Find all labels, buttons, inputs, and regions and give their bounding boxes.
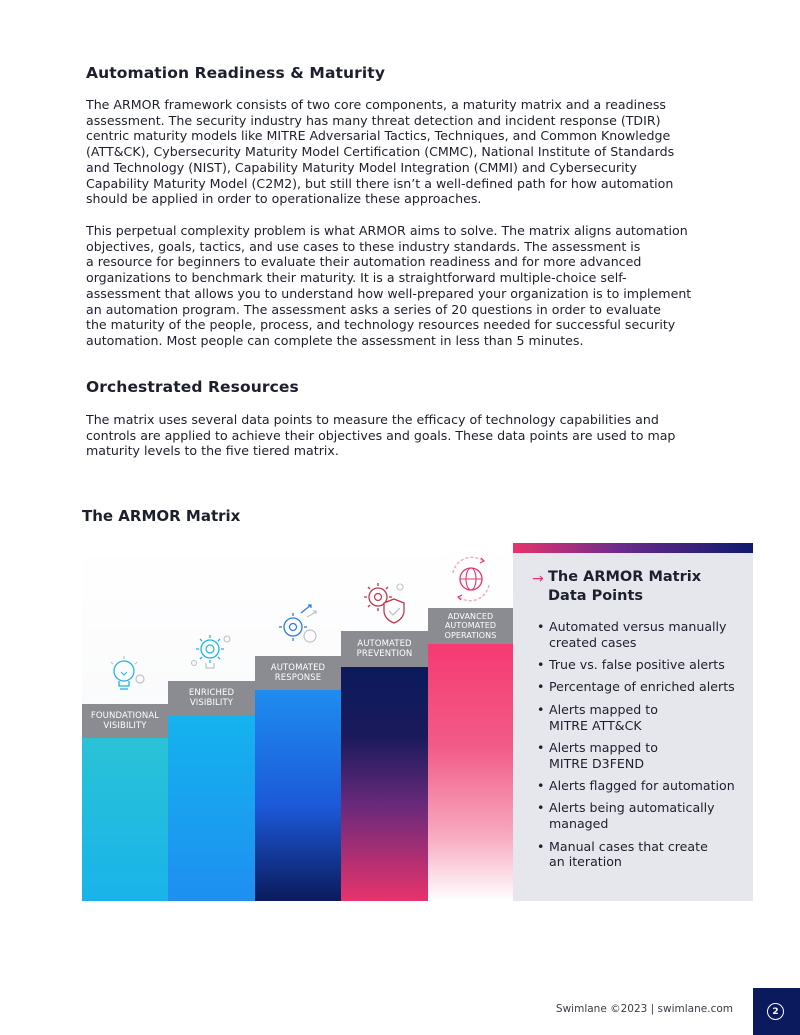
list-item	[513, 800, 753, 831]
tier-bar-automated-prevention	[341, 666, 428, 901]
tier-label-line: OPERATIONS	[444, 630, 497, 640]
tier-label-foundational	[82, 704, 168, 738]
list-item	[513, 778, 753, 794]
list-item-line: • Alerts flagged for automation	[549, 778, 735, 794]
list-item-line: managed	[549, 816, 609, 832]
heading-orchestrated-resources: Orchestrated Resources	[86, 378, 299, 396]
list-item-line: • Manual cases that create	[549, 838, 708, 854]
text-line: This perpetual complexity problem is what ARMOR aims to solve. The matrix aligns automation	[86, 223, 688, 238]
tier-label-line: RESPONSE	[274, 673, 322, 683]
text-line: a resource for beginners to evaluate their automation readiness and for more advanced	[86, 254, 642, 270]
arrow-right-icon: →	[532, 571, 544, 587]
paragraph-data-points	[86, 412, 686, 459]
text-line: and Technology (NIST), Capability Maturity Model Integration (CMMI) and Cybersecurity	[86, 159, 638, 175]
panel-title	[548, 568, 701, 606]
paragraph-complexity-problem	[86, 223, 692, 349]
tier-label-line: AUTOMATED	[444, 621, 497, 631]
tier-label-automated-response	[255, 656, 341, 690]
panel-gradient-bar	[513, 543, 753, 553]
text-line: The matrix uses several data points to measure the efficacy of technology capabilities and	[86, 412, 659, 427]
text-line: controls are applied to achieve their objectives and goals. These data points are used to map	[86, 427, 676, 443]
list-item	[513, 619, 753, 650]
page-number-box	[753, 988, 800, 1035]
list-item-line: MITRE ATT&CK	[549, 717, 642, 733]
panel-title-line: The ARMOR Matrix	[548, 569, 702, 585]
list-item-line: • Alerts being automatically	[549, 800, 715, 816]
tier-label-automated-prevention	[341, 631, 428, 667]
list-item	[513, 702, 753, 733]
tier-bar-automated-response	[255, 690, 341, 901]
list-item	[513, 740, 753, 771]
text-line: The ARMOR framework consists of two core components, a maturity matrix and a readiness	[86, 97, 666, 112]
lightbulb-icon	[106, 654, 150, 698]
footer-copyright: Swimlane ©2023 | swimlane.com	[555, 1003, 733, 1015]
text-line: automation. Most people can complete the assessment in less than 5 minutes.	[86, 332, 584, 348]
gear-shield-icon	[362, 579, 410, 627]
data-points-panel	[513, 543, 753, 901]
page-number: 2	[767, 1003, 784, 1020]
list-item-line: created cases	[549, 634, 637, 650]
tier-label-line: PREVENTION	[356, 649, 413, 659]
list-item-line: MITRE D3FEND	[549, 755, 645, 771]
globe-cycle-icon	[445, 553, 497, 605]
list-item-line: • True vs. false positive alerts	[549, 657, 725, 673]
gear-bulb-icon	[188, 629, 234, 675]
heading-automation-readiness: Automation Readiness & Maturity	[86, 64, 386, 82]
text-line: assessment. The security industry has many threat detection and incident response (TDIR)	[86, 112, 661, 128]
list-item-line: • Automated versus manually	[549, 619, 727, 634]
tier-bar-foundational	[82, 738, 168, 901]
tier-label-line: VISIBILITY	[189, 698, 234, 708]
text-line: (ATT&CK), Cybersecurity Maturity Model Certification (CMMC), National Institute of Standards	[86, 144, 675, 160]
tier-label-line: ENRICHED	[188, 688, 235, 698]
list-item-line: an iteration	[549, 854, 622, 870]
matrix-title: The ARMOR Matrix	[82, 507, 241, 525]
text-line: Capability Maturity Model (C2M2), but still there isn’t a well-defined path for how automation	[86, 175, 674, 191]
list-item	[513, 679, 753, 695]
gears-arrows-icon	[275, 601, 323, 649]
tier-label-line: AUTOMATED	[357, 639, 412, 649]
tier-label-advanced-operations	[428, 608, 513, 644]
text-line: maturity levels to the five tiered matrix.	[86, 443, 339, 459]
tier-label-line: AUTOMATED	[270, 663, 326, 673]
tier-label-line: ADVANCED	[447, 611, 494, 621]
text-line: an automation program. The assessment asks a series of 20 questions in order to evaluate	[86, 301, 661, 317]
text-line: objectives, goals, tactics, and use cases to these industry standards. The assessment is	[86, 238, 641, 254]
tier-label-enriched	[168, 681, 255, 715]
list-item	[513, 657, 753, 673]
tier-bar-enriched	[168, 715, 255, 901]
panel-title-line: Data Points	[548, 588, 644, 604]
tier-bar-advanced-operations	[428, 643, 513, 901]
tier-label-line: VISIBILITY	[103, 721, 147, 731]
list-item-line: • Alerts mapped to	[549, 739, 658, 755]
list-item-line: • Alerts mapped to	[549, 701, 658, 717]
list-item	[513, 839, 753, 870]
tier-label-line: FOUNDATIONAL	[90, 711, 160, 721]
paragraph-armor-framework	[86, 97, 686, 207]
text-line: the maturity of the people, process, and technology resources needed for successful security	[86, 317, 676, 333]
text-line: should be applied in order to operationalize these approaches.	[86, 191, 482, 207]
data-points-list	[513, 619, 753, 877]
text-line: centric maturity models like MITRE Adversarial Tactics, Techniques, and Common Knowledge	[86, 128, 671, 144]
text-line: organizations to benchmark their maturity. It is a straightforward multiple-choice self-	[86, 270, 627, 286]
list-item-line: • Percentage of enriched alerts	[549, 679, 735, 695]
armor-matrix-graphic	[82, 543, 513, 901]
text-line: assessment that allows you to understand how well-prepared your organization is to implement	[86, 285, 692, 301]
